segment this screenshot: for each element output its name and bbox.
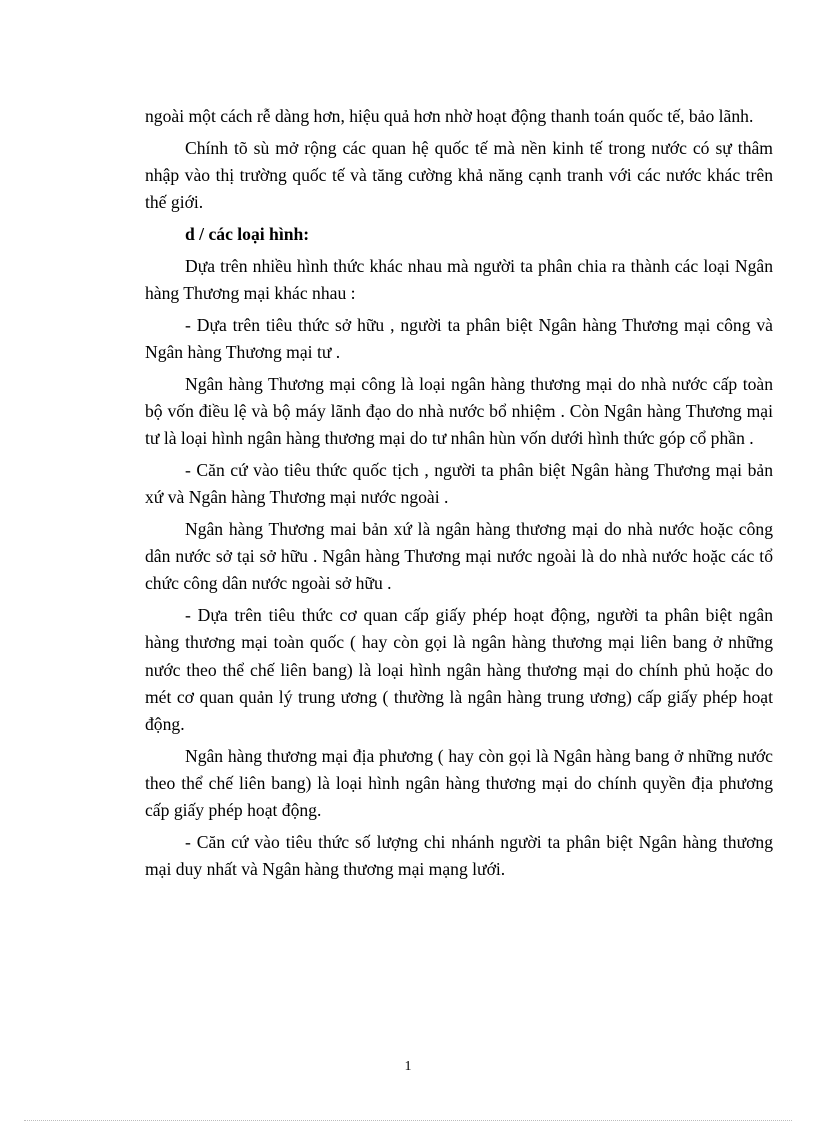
paragraph: Dựa trên nhiều hình thức khác nhau mà người ta phân chia ra thành các loại Ngân hàng Thương mại khác nhau : — [145, 255, 773, 303]
paragraph: - Dựa trên tiêu thức sở hữu , người ta phân biệt Ngân hàng Thương mại công và Ngân hàng Thương mại tư . — [145, 314, 773, 362]
paragraph: Ngân hàng Thương mai bản xứ là ngân hàng thương mại do nhà nước hoặc công dân nước sở tại sở hữu . Ngân hàng Thương mại nước ngoài là do nhà nước hoặc các tổ chức công dân nước ngoài sở hữu . — [145, 519, 773, 594]
page-number: 1 — [404, 1059, 412, 1074]
page-bottom-divider — [24, 1120, 792, 1121]
paragraph-continuation: ngoài một cách rễ dàng hơn, hiệu quả hơn nhờ hoạt động thanh toán quốc tế, bảo lãnh. — [145, 106, 754, 126]
paragraph: - Căn cứ vào tiêu thức quốc tịch , người ta phân biệt Ngân hàng Thương mại bản xứ và Ngân hàng Thương mại nước ngoài . — [145, 460, 773, 508]
paragraph: - Căn cứ vào tiêu thức số lượng chi nhánh người ta phân biệt Ngân hàng thương mại duy nhất và Ngân hàng thương mại mạng lưới. — [145, 832, 773, 880]
paragraph: Chính tõ sù mở rộng các quan hệ quốc tế mà nền kinh tế trong nước có sự thâm nhập vào thị trường quốc tế và tăng cường khả năng cạnh tranh với các nước khác trên thế giới. — [145, 137, 773, 213]
paragraph: - Dựa trên tiêu thức cơ quan cấp giấy phép hoạt động, người ta phân biệt ngân hàng thương mại toàn quốc ( hay còn gọi là ngân hàng thương mại liên bang ở những nước theo thể chế liên bang) là loại hình ngân hàng thương mại do chính phủ hoặc do mét cơ quan quản lý trung ương ( thường là ngân hàng trung ương) cấp giấy phép hoạt động. — [145, 605, 773, 735]
paragraph: Ngân hàng thương mại địa phương ( hay còn gọi là Ngân hàng bang ở những nước theo thể chế liên bang) là loại hình ngân hàng thương mại do chính quyền địa phương cấp giấy phép hoạt động. — [145, 745, 773, 821]
paragraph: Ngân hàng Thương mại công là loại ngân hàng thương mại do nhà nước cấp toàn bộ vốn điều lệ và bộ máy lãnh đạo do nhà nước bổ nhiệm . Còn Ngân hàng Thương mại tư là loại hình ngân hàng thương mại do tư nhân hùn vốn dưới hình thức góp cổ phần . — [145, 373, 773, 449]
section-heading: d / các loại hình: — [185, 224, 310, 244]
document-body — [145, 103, 773, 888]
